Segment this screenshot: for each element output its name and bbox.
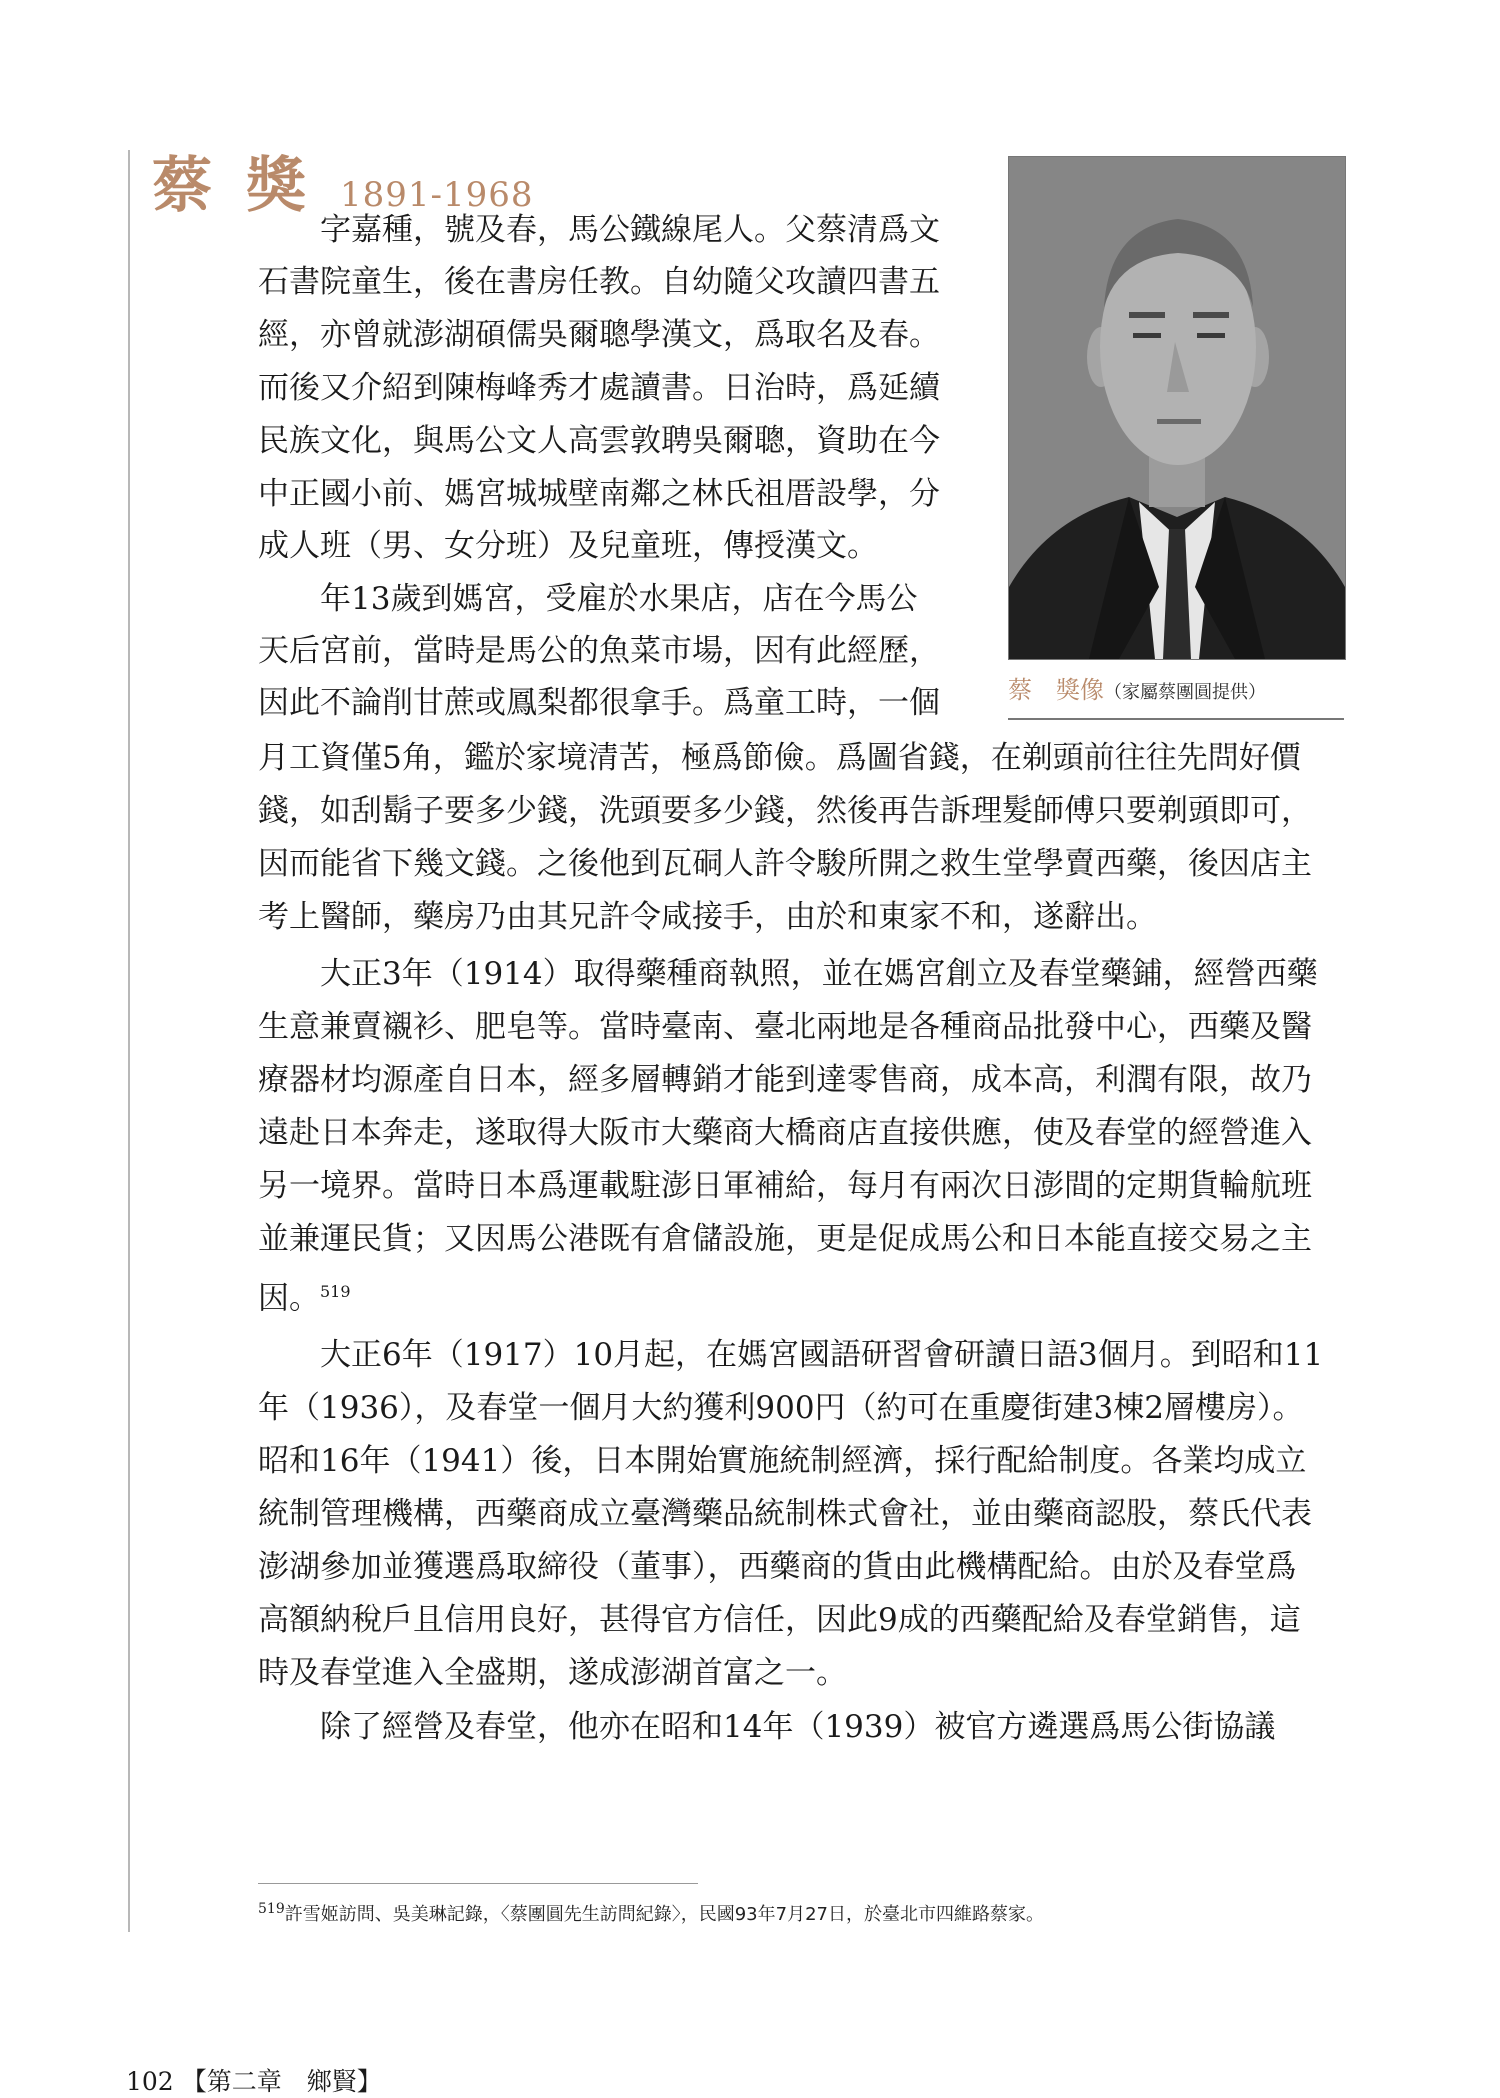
footnote-number: 519 [258,1901,285,1917]
footnote [258,1900,1044,1926]
footnote-reference: 519 [320,1282,351,1301]
portrait-photo [1008,156,1346,660]
text-line: 澎湖參加並獲選爲取締役（董事），西藥商的貨由此機構配給。由於及春堂爲 [258,1549,1297,1585]
text-line: 因此不論削甘蔗或鳳梨都很拿手。爲童工時，一個 [258,685,940,721]
text-line: 石書院童生，後在書房任教。自幼隨父攻讀四書五 [258,264,940,300]
text-line: 字嘉種，號及春，馬公鐵線尾人。父蔡清爲文 [258,212,940,248]
text-line: 療器材均源產自日本，經多層轉銷才能到達零售商，成本高，利潤有限，故乃 [258,1062,1312,1098]
text-line: 成人班（男、女分班）及兒童班，傳授漢文。 [258,528,878,564]
caption-name: 蔡 獎像 [1008,676,1104,704]
chapter-label: 【第二章 鄉賢】 [181,2067,382,2096]
page-number: 102 [126,2067,174,2096]
text-line: 民族文化，與馬公文人高雲敦聘吳爾聰，資助在今 [258,423,940,459]
text-line: 天后宮前，當時是馬公的魚菜市場，因有此經歷， [258,633,940,669]
text-line: 昭和16年（1941）後，日本開始實施統制經濟，採行配給制度。各業均成立 [258,1443,1307,1479]
text-line: 統制管理機構，西藥商成立臺灣藥品統制株式會社，並由藥商認股，蔡氏代表 [258,1496,1312,1532]
text-line: 遠赴日本奔走，遂取得大阪市大藥商大橋商店直接供應，使及春堂的經營進入 [258,1115,1312,1151]
text-line: 年（1936），及春堂一個月大約獲利900円（約可在重慶街建3棟2層樓房）。 [258,1390,1304,1426]
caption-credit: （家屬蔡團圓提供） [1104,682,1266,703]
margin-rule [128,150,130,1932]
text-line: 高額納稅戶且信用良好，甚得官方信任，因此9成的西藥配給及春堂銷售，這 [258,1602,1301,1638]
footnote-rule [258,1883,698,1884]
text-line: 另一境界。當時日本爲運載駐澎日軍補給，每月有兩次日澎間的定期貨輪航班 [258,1168,1312,1204]
text-line: 中正國小前、媽宮城城壁南鄰之林氏祖厝設學，分 [258,476,940,512]
text-line: 錢，如刮鬍子要多少錢，洗頭要多少錢，然後再告訴理髮師傅只要剃頭即可， [258,793,1312,829]
page-footer [126,2062,382,2098]
text-line: 而後又介紹到陳梅峰秀才處讀書。日治時，爲延續 [258,370,940,406]
person-name: 蔡獎 [152,151,340,221]
text-line: 大正6年（1917）10月起，在媽宮國語研習會研讀日語3個月。到昭和11 [258,1337,1324,1373]
text-line: 生意兼賣襯衫、肥皂等。當時臺南、臺北兩地是各種商品批發中心，西藥及醫 [258,1009,1312,1045]
life-years: 1891-1968 [340,175,534,215]
text-line: 月工資僅5角，鑑於家境清苦，極爲節儉。爲圖省錢，在剃頭前往往先問好價 [258,740,1301,776]
photo-caption [1008,670,1344,705]
text-line: 因。$^{519}$ [258,1280,351,1317]
text-line: 除了經營及春堂，他亦在昭和14年（1939）被官方遴選爲馬公街協議 [258,1709,1276,1745]
text-line: 因而能省下幾文錢。之後他到瓦硐人許令駿所開之救生堂學賣西藥，後因店主 [258,846,1312,882]
text-line: 考上醫師，藥房乃由其兄許令咸接手，由於和東家不和，遂辭出。 [258,899,1157,935]
caption-rule [1008,718,1344,720]
text-line: 並兼運民貨；又因馬公港既有倉儲設施，更是促成馬公和日本能直接交易之主 [258,1221,1312,1257]
text-line: 大正3年（1914）取得藥種商執照，並在媽宮創立及春堂藥鋪，經營西藥 [258,956,1318,992]
text-line: 年13歲到媽宮，受雇於水果店，店在今馬公 [258,581,918,617]
footnote-text: 許雪姬訪問、吳美琳記錄，〈蔡團圓先生訪問紀錄〉，民國93年7月27日，於臺北市四維路蔡家。 [284,1904,1044,1925]
text-line: 經，亦曾就澎湖碩儒吳爾聰學漢文，爲取名及春。 [258,317,940,353]
text-line: 時及春堂進入全盛期，遂成澎湖首富之一。 [258,1655,847,1691]
